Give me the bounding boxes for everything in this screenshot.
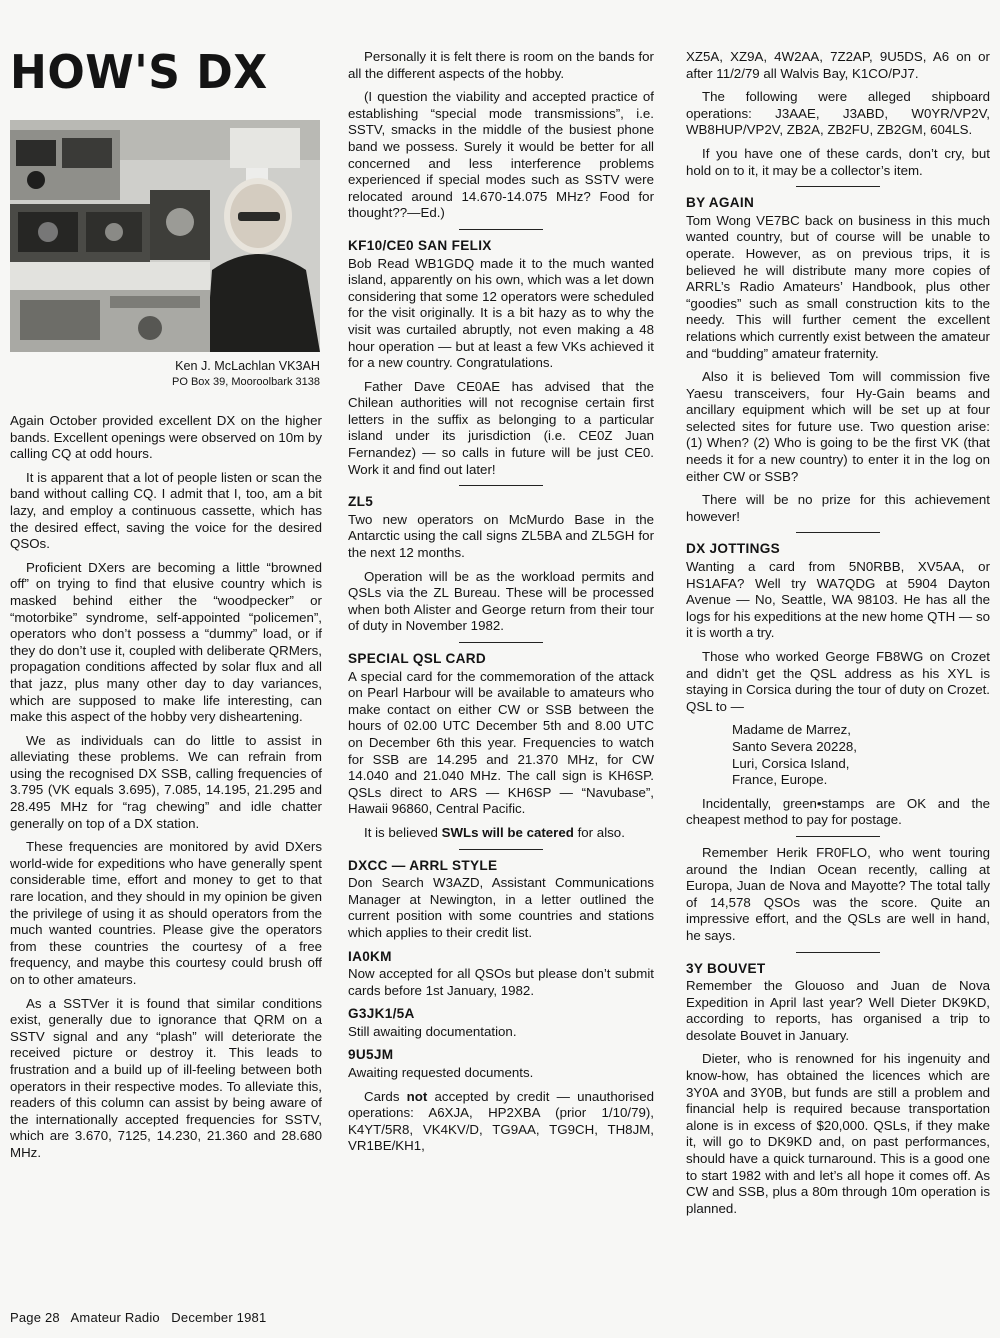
paragraph: Incidentally, green•stamps are OK and the cheapest method to pay for postage. [686,795,990,828]
author-photo [10,120,320,352]
subsection-heading: G3JK1/5A [348,1006,415,1022]
section-divider [459,642,543,643]
address-line: Luri, Corsica Island, [732,755,850,771]
text-run: for also. [573,824,625,840]
column-1 [10,413,322,1169]
address-line: France, Europe. [732,772,828,788]
paragraph: Now accepted for all QSOs but please don’t submit cards before 1st January, 1982. [348,966,654,998]
section-heading: 3Y BOUVET [686,960,766,976]
paragraph: XZ5A, XZ9A, 4W2AA, 7Z2AP, 9U5DS, A6 on or after 11/2/79 all Walvis Bay, K1CO/PJ7. [686,49,990,81]
section-heading: DXCC — ARRL STYLE [348,857,498,873]
paragraph: Proficient DXers are becoming a little “browned off” on trying to find that elusive country which is masked behind either the “woodpecker” or “motorbike” syndrome, self-appointed “policemen”, operators who don’t possess a “dummy” load, or if they do don’t use it, coupled with deliberate QRMers, propagation conditions affected by solar flux and all that jazz, plus many other day to day variances, which are supposed to make life interesting, can make this aspect of the hobby very disheartening. [10,559,322,725]
paragraph: Operation will be as the workload permits and QSLs via the ZL Bureau. These will be processed when both Alister and George return from their tour of duty in November 1982. [348,568,654,634]
radio-shack-photo [10,120,320,352]
column-2 [348,49,654,1162]
text-run: Cards [364,1088,407,1104]
paragraph: If you have one of these cards, don’t cry, but hold on to it, it may be a collector’s item. [686,145,990,178]
column-title: HOW'S DX [10,46,268,100]
paragraph: (I question the viability and accepted practice of establishing “special mode transmissions”, i.e. SSTV, smacks in the middle of the busiest phone band we possess. Surely it would be better for all concerned and less interference problems experienced if special modes such as SSTV were relocated around 14.670-14.075 MHz? Food for thought??—Ed.) [348,89,654,221]
qsl-address [686,722,990,788]
paragraph: Those who worked George FB8WG on Crozet and didn’t get the QSL address as his XYL is staying in Corsica during the tour of duty on Crozet. QSL to — [686,649,990,714]
paragraph: Again October provided excellent DX on the higher bands. Excellent openings were observed on 10m by calling CQ at odd hours. [10,413,322,462]
section-divider [796,836,880,837]
address-line: Santo Severa 20228, [732,738,857,754]
paragraph: Personally it is felt there is room on the bands for all the different aspects of the hobby. [348,49,654,81]
paragraph: We as individuals can do little to assist in alleviating these problems. We can refrain from using the recognised DX SSB, calling frequencies of 3.795 (VK equals 3.695), 7.085, 14.195, 21.295 and 28.495 MHz for “rag chewing” and idle chatter generally on top of a DX station. [10,732,322,831]
paragraph: Bob Read WB1GDQ made it to the much wanted island, apparently on his own, which was a let down considering that some 12 operators were scheduled for the visit originally. It is a bit hazy as to why the visit was curtailed abruptly, not even making a 48 hour operation — but at least a few VKs achieved it for a new country. Congratulations. [348,255,654,371]
paragraph: As a SSTVer it is found that similar conditions exist, generally due to ignorance that QRM on a SSTV signal and any “plash” will deteriorate the received picture or destroy it. This leads to frustration and a build up of ill-feeling between both operators in their respective modes. To alleviate this, readers of this column can assist by being aware of the internationally accepted frequencies for SSTV, which are 3.670, 7125, 14.230, 21.360 and 28.680 MHz. [10,995,322,1160]
paragraph: Still awaiting documentation. [348,1023,517,1039]
paragraph: It is apparent that a lot of people listen or scan the band without calling CQ. I admit that I, too, am a bit lazy, and employ a continuous cassette, which has the desired effect, saving the voice for the desired QSOs. [10,469,322,552]
section-heading: BY AGAIN [686,195,755,211]
paragraph: The following were alleged shipboard operations: J3AAE, J3ABD, W0YR/VP2V, WB8HUP/VP2V, ZB2A, ZB2FU, ZB2GM, 604LS. [686,89,990,138]
photo-caption [10,358,320,390]
paragraph: Tom Wong VE7BC back on business in this much wanted country, but of course will be unable to operate. However, as on previous trips, it is believed he will distribute many more copies of ARRL’s Radio Amateurs’ Handbook, plus other “goodies” such as small construction kits to the needy. This will further cement the excellent relations which currently exist between the amateur and “budding” amateur fraternity. [686,212,990,361]
paragraph [348,825,654,842]
paragraph: Remember Herik FR0FLO, who went touring around the Indian Ocean recently, calling at Europa, Juan de Nova and Mayotte? The total tally of 14,578 QSOs was the score. Quite an impressive effort, and the QSLs are well in hand, he says. [686,844,990,943]
text-run: accepted by credit — unauthorised operations: A6XJA, HP2XBA (prior 1/10/79), K4YT/5R8, VK4KV/D, TG9AA, TG9CH, TH8JM, VR1BE/KH1, [348,1088,654,1154]
address-line: Madame de Marrez, [732,722,851,738]
section-divider [459,485,543,486]
section-heading: ZL5 [348,494,374,510]
paragraph: Also it is believed Tom will commission five Yaesu transceivers, four Hy-Gain beams and ancillary equipment which will be set up at four selected sites for future use. Two question arise: (1) When? (2) Who is going to be the first VK (that needs it for a new country) to enter it in the log on either CW or SSB? [686,369,990,484]
column-3 [686,49,990,1224]
page-footer: Page 28 Amateur Radio December 1981 [10,1310,267,1325]
section-heading: KF10/CE0 SAN FELIX [348,237,492,253]
section-heading: DX JOTTINGS [686,541,780,557]
text-run: It is believed [364,824,442,840]
section-divider [459,229,543,230]
paragraph: Awaiting requested documents. [348,1065,534,1081]
section-divider [459,849,543,850]
paragraph: Two new operators on McMurdo Base in the Antarctic using the call signs ZL5BA and ZL5GH for the next 12 months. [348,511,654,561]
caption-name: Ken J. McLachlan VK3AH [175,359,320,373]
section-heading: SPECIAL QSL CARD [348,651,486,666]
subsection-heading: IA0KM [348,948,392,964]
section-divider [796,532,880,533]
bold-text: SWLs will be catered [441,824,574,840]
paragraph: Remember the Glouoso and Juan de Nova Expedition in April last year? Well Dieter DK9KD, according to reports, has organised a trip to desolate Bouvet in January. [686,978,990,1043]
section-divider [796,186,880,187]
paragraph: There will be no prize for this achievement however! [686,492,990,524]
paragraph: These frequencies are monitored by avid DXers world-wide for expeditions who have generally spent considerable time, effort and money to get to that rare location, and they should in my opinion be given the privilege of using it as should operators from the much wanted countries. Please give the operators from these countries the courtesy of a free frequency, and maybe this courtesy could brush off on to other amateurs. [10,839,322,987]
caption-address: PO Box 39, Mooroolbark 3138 [172,376,320,388]
paragraph: Dieter, who is renowned for his ingenuity and know-how, has obtained the licences which are 3Y0A and 3Y0B, but funds are still a problem and financial help is required because transportation alone is in excess of $20,000. QSLs, if they make it, will go to DK9KD and, on past performances, should have a quick turnaround. This is a good one to start 1982 with and let’s all hope it comes off. As CW and SSB, plus a 80m through 10m operation is planned. [686,1051,990,1216]
subsection-heading: 9U5JM [348,1047,394,1063]
section-divider [796,952,880,953]
paragraph: Wanting a card from 5N0RBB, XV5AA, or HS1AFA? Well try WA7QDG at 5904 Dayton Avenue — No, Seattle, WA 98103. He has all the logs for his expeditions at the new home QTH — so it is worth a try. [686,559,990,641]
paragraph: Father Dave CE0AE has advised that the Chilean authorities will not recognise certain first letters in the suffix as belonging to a particular island under its jurisdiction (i.e. CE0Z Juan Fernandez) — so calls in future will be just CE0. Work it and find out later! [348,378,654,477]
paragraph: Don Search W3AZD, Assistant Communications Manager at Newington, in a letter outlined the current position with some countries and stations which applies to their credit list. [348,875,654,940]
bold-text: not [406,1088,428,1104]
paragraph [348,1089,654,1155]
paragraph: A special card for the commemoration of the attack on Pearl Harbour will be available to amateurs who make contact on either CW or SSB between the hours of 02.00 UTC December 5th and 8.00 UTC on December 6th this year. Frequencies to watch for SSB are 14.295 and 21.370 MHz, for CW 14.040 and 21.040 MHz. The call sign is KH6SP. QSLs direct to ARS — KH6SP — “Navubase”, Hawaii 96860, Central Pacific. [348,668,654,817]
